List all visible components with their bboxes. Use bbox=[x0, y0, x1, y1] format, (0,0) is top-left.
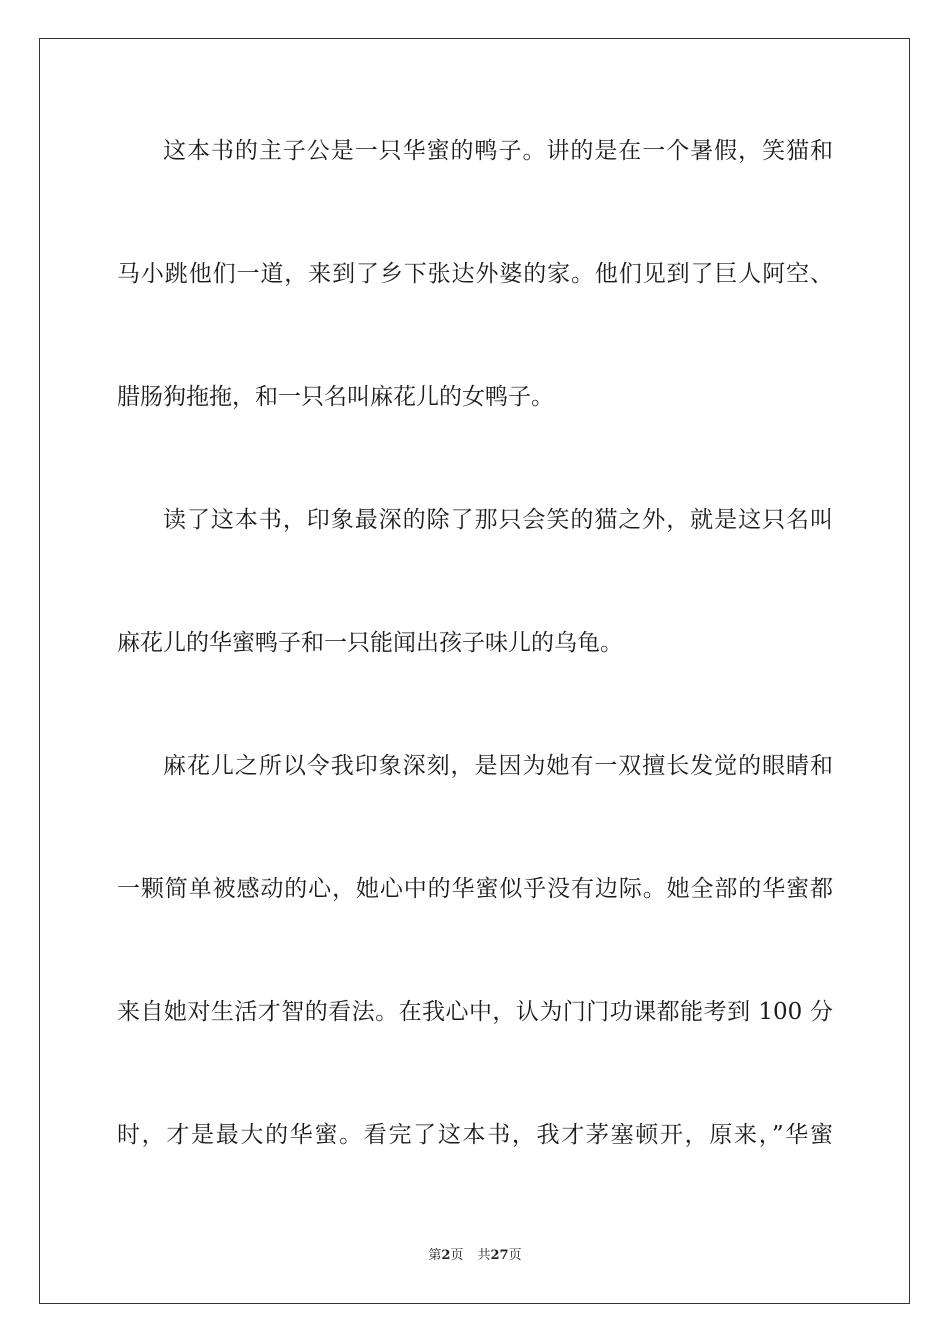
page-footer bbox=[0, 1246, 950, 1266]
text-line: 时，才是最大的华蜜。看完了这本书，我才茅塞顿开，原来，”华蜜 bbox=[117, 1122, 833, 1148]
page-number: 第2页 bbox=[428, 1248, 464, 1263]
text-line: 腊肠狗拖拖，和一只名叫麻花儿的女鸭子。 bbox=[117, 384, 554, 410]
page-border bbox=[39, 38, 910, 1304]
text-line: 麻花儿之所以令我印象深刻，是因为她有一双擅长发觉的眼睛和 bbox=[163, 753, 833, 779]
text-line: 读了这本书，印象最深的除了那只会笑的猫之外，就是这只名叫 bbox=[163, 507, 833, 533]
text-line: 来自她对生活才智的看法。在我心中，认为门门功课都能考到 100 分 bbox=[117, 999, 833, 1025]
text-line: 这本书的主子公是一只华蜜的鸭子。讲的是在一个暑假，笑猫和 bbox=[163, 138, 833, 164]
text-line: 麻花儿的华蜜鸭子和一只能闻出孩子味儿的乌龟。 bbox=[117, 630, 623, 656]
page-total: 共27页 bbox=[477, 1248, 522, 1263]
text-line: 一颗简单被感动的心，她心中的华蜜似乎没有边际。她全部的华蜜都 bbox=[117, 876, 833, 902]
text-line: 马小跳他们一道，来到了乡下张达外婆的家。他们见到了巨人阿空、 bbox=[117, 261, 833, 287]
